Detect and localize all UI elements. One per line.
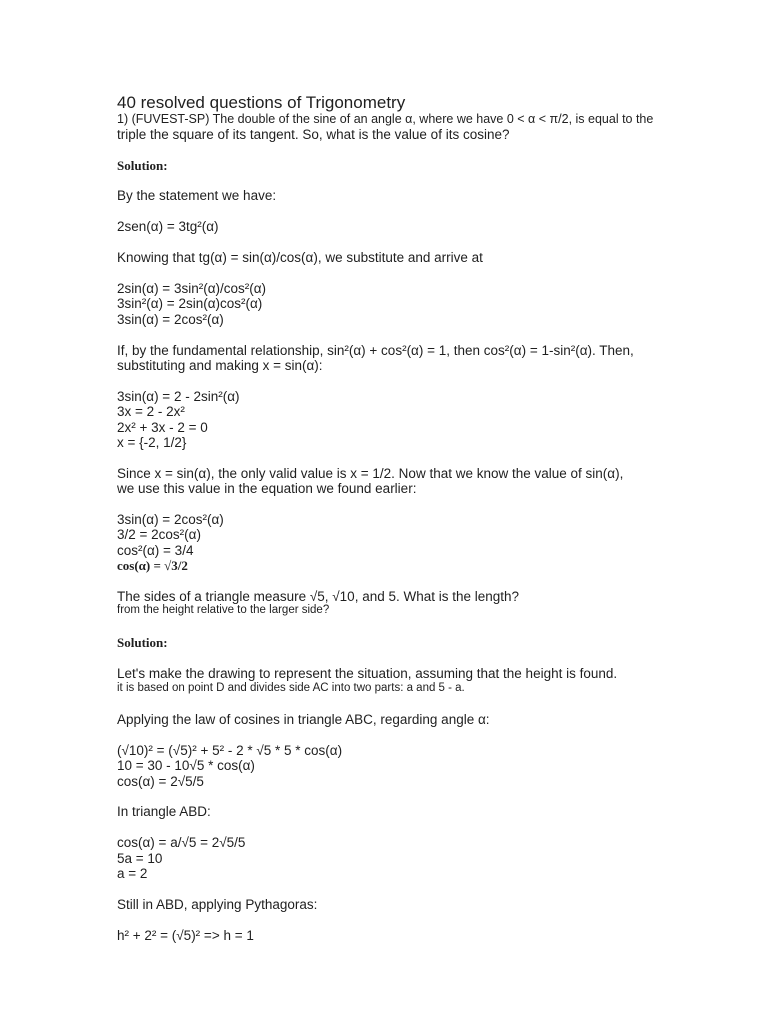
equation-2: 2sin(α) = 3sin²(α)/cos²(α) [117,281,267,296]
equation-10: 3/2 = 2cos²(α) [117,527,201,542]
equation-12: (√10)² = (√5)² + 5² - 2 * √5 * 5 * cos(α) [117,743,343,758]
drawing-line-2: it is based on point D and divides side AC into two parts: a and 5 - a. [117,682,465,694]
statement-intro: By the statement we have: [117,188,277,203]
knowing-line: Knowing that tg(α) = sin(α)/cos(α), we substitute and arrive at [117,250,483,265]
equation-11: cos²(α) = 3/4 [117,543,194,558]
since-line-1: Since x = sin(α), the only valid value is x = 1/2. Now that we know the value of sin(α), [117,466,624,481]
pythagoras-line: Still in ABD, applying Pythagoras: [117,897,318,912]
answer-1: cos(α) = √3/2 [117,558,188,573]
equation-17: a = 2 [117,866,148,881]
question-1-line-1: 1) (FUVEST-SP) The double of the sine of an angle α, where we have 0 < α < π/2, is equal to the [117,112,654,126]
fundamental-line-1: If, by the fundamental relationship, sin²(α) + cos²(α) = 1, then cos²(α) = 1-sin²(α). Then, [117,343,634,358]
drawing-line-1: Let's make the drawing to represent the situation, assuming that the height is found. [117,666,618,681]
equation-3: 3sin²(α) = 2sin(α)cos²(α) [117,296,263,311]
equation-8: x = {-2, 1/2} [117,435,187,450]
equation-7: 2x² + 3x - 2 = 0 [117,420,208,435]
equation-6: 3x = 2 - 2x² [117,404,185,419]
equation-4: 3sin(α) = 2cos²(α) [117,312,224,327]
equation-15: cos(α) = a/√5 = 2√5/5 [117,835,246,850]
triangle-abd-line: In triangle ABD: [117,804,211,819]
equation-16: 5a = 10 [117,851,163,866]
law-of-cosines-line: Applying the law of cosines in triangle ABC, regarding angle α: [117,712,490,727]
equation-1: 2sen(α) = 3tg²(α) [117,219,219,234]
solution-heading-2: Solution: [117,635,168,650]
equation-18: h² + 2² = (√5)² => h = 1 [117,928,254,943]
equation-9: 3sin(α) = 2cos²(α) [117,512,224,527]
since-line-2: we use this value in the equation we found earlier: [117,481,417,496]
question-2-line-2: from the height relative to the larger side? [117,604,330,616]
equation-14: cos(α) = 2√5/5 [117,774,204,789]
equation-5: 3sin(α) = 2 - 2sin²(α) [117,389,240,404]
fundamental-line-2: substituting and making x = sin(α): [117,358,323,373]
question-1-line-2: triple the square of its tangent. So, what is the value of its cosine? [117,127,510,142]
solution-heading-1: Solution: [117,158,168,173]
question-2-line-1: The sides of a triangle measure √5, √10, and 5. What is the length? [117,589,520,604]
equation-13: 10 = 30 - 10√5 * cos(α) [117,758,255,773]
document-title: 40 resolved questions of Trigonometry [117,93,406,112]
